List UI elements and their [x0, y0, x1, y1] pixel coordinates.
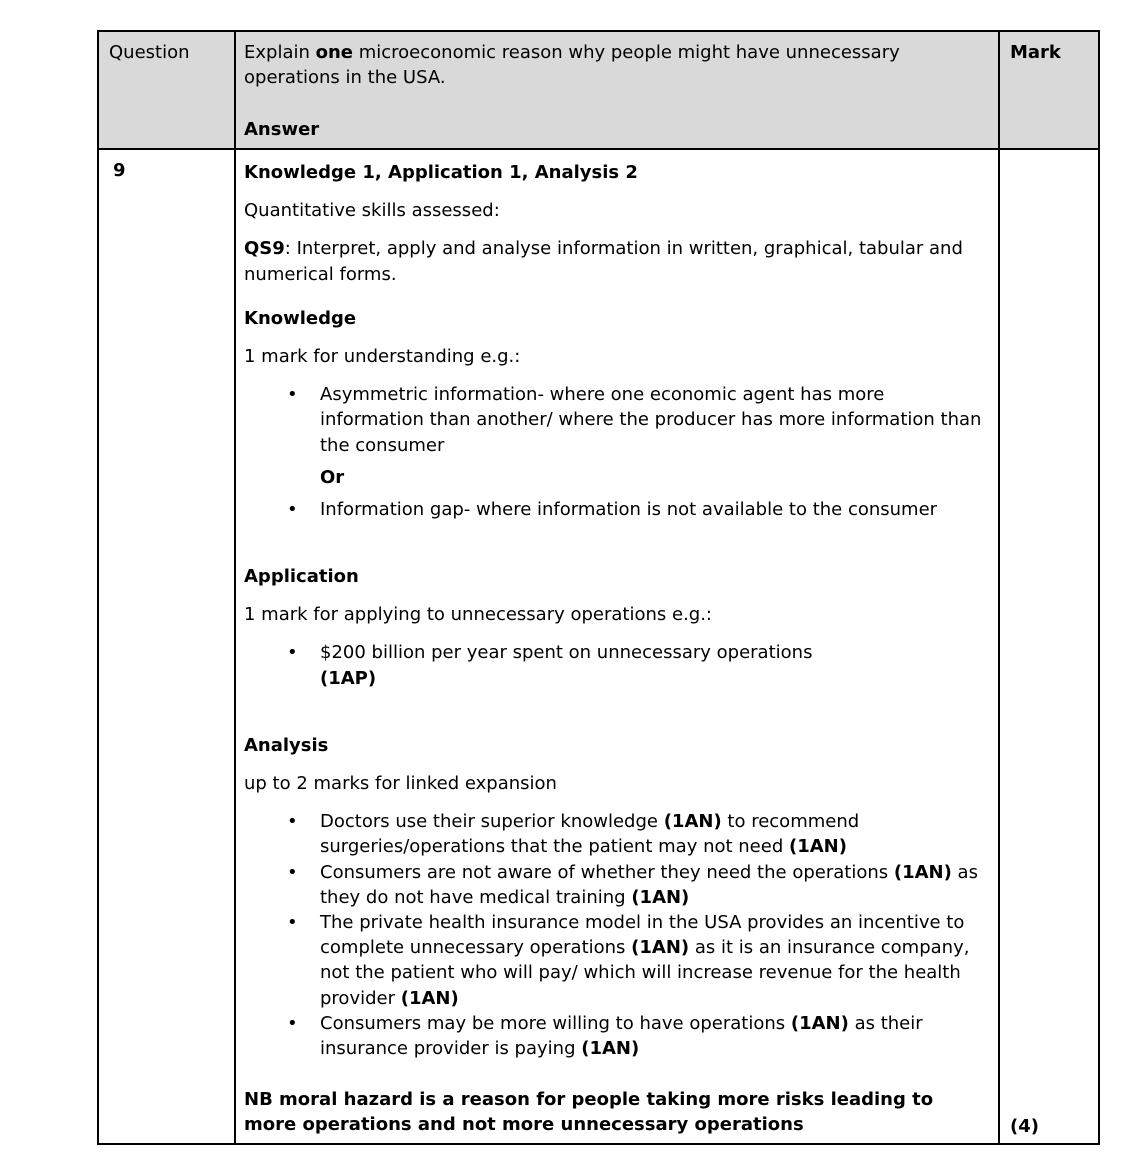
answer-cell	[236, 150, 1000, 1143]
mark-scheme-table	[97, 30, 1100, 1145]
para-qs9: QS9: Interpret, apply and analyse information in written, graphical, tabular and numerical forms.	[244, 238, 963, 285]
para-analysis-intro: up to 2 marks for linked expansion	[244, 773, 557, 794]
bullet-private-insurance-model: • The private health insurance model in the USA provides an incentive to complete unnecessary operations (1AN) as it is an insurance company, not the patient who will pay/ which will increase revenue for the health provider (1AN)	[320, 910, 984, 1011]
bullet-consumers-willing: • Consumers may be more willing to have operations (1AN) as their insurance provider is paying (1AN)	[320, 1011, 984, 1061]
knowledge-bullet-list-1	[244, 382, 984, 458]
para-application-intro: 1 mark for applying to unnecessary operations e.g.:	[244, 604, 712, 626]
heading-marks-summary: Knowledge 1, Application 1, Analysis 2	[244, 162, 638, 183]
question-number: 9	[113, 160, 126, 181]
mark-value: (4)	[1010, 1116, 1039, 1138]
question-column-label: Question	[109, 42, 190, 63]
bullet-200-billion	[320, 640, 984, 690]
bullet-1ap-mark: (1AP)	[320, 667, 377, 689]
answer-label: Answer	[244, 118, 320, 140]
bullet-asymmetric-information: • Asymmetric information- where one economic agent has more information than another/ where the producer has more information than the consumer	[320, 382, 984, 458]
mark-column-label: Mark	[1010, 42, 1061, 63]
question-number-cell	[99, 150, 236, 1143]
header-question-cell	[99, 32, 236, 150]
heading-application: Application	[244, 566, 359, 588]
header-content-cell	[236, 32, 1000, 150]
mark-value-cell	[1000, 150, 1098, 1143]
knowledge-bullet-list-2	[244, 497, 984, 522]
para-quant-skills: Quantitative skills assessed:	[244, 200, 500, 222]
bullet-doctors-knowledge: • Doctors use their superior knowledge (1AN) to recommend surgeries/operations that the patient may not need (1AN)	[320, 809, 984, 859]
analysis-bullet-list	[244, 809, 984, 1061]
application-bullet-list	[244, 640, 984, 690]
heading-knowledge: Knowledge	[244, 307, 357, 329]
para-knowledge-intro: 1 mark for understanding e.g.:	[244, 345, 521, 367]
question-text: Explain one microeconomic reason why people might have unnecessary operations in the USA.	[244, 42, 900, 89]
bullet-consumers-unaware: • Consumers are not aware of whether they need the operations (1AN) as they do not have medical training (1AN)	[320, 860, 984, 910]
nb-moral-hazard-note: NB moral hazard is a reason for people taking more risks leading to more operations and not more unnecessary operations	[244, 1089, 934, 1136]
header-mark-cell	[1000, 32, 1098, 150]
bullet-information-gap: • Information gap- where information is not available to the consumer	[320, 497, 984, 522]
heading-analysis: Analysis	[244, 734, 329, 756]
bullet-200-billion-text: • $200 billion per year spent on unnecessary operations	[320, 642, 813, 664]
or-separator: Or	[320, 466, 345, 488]
